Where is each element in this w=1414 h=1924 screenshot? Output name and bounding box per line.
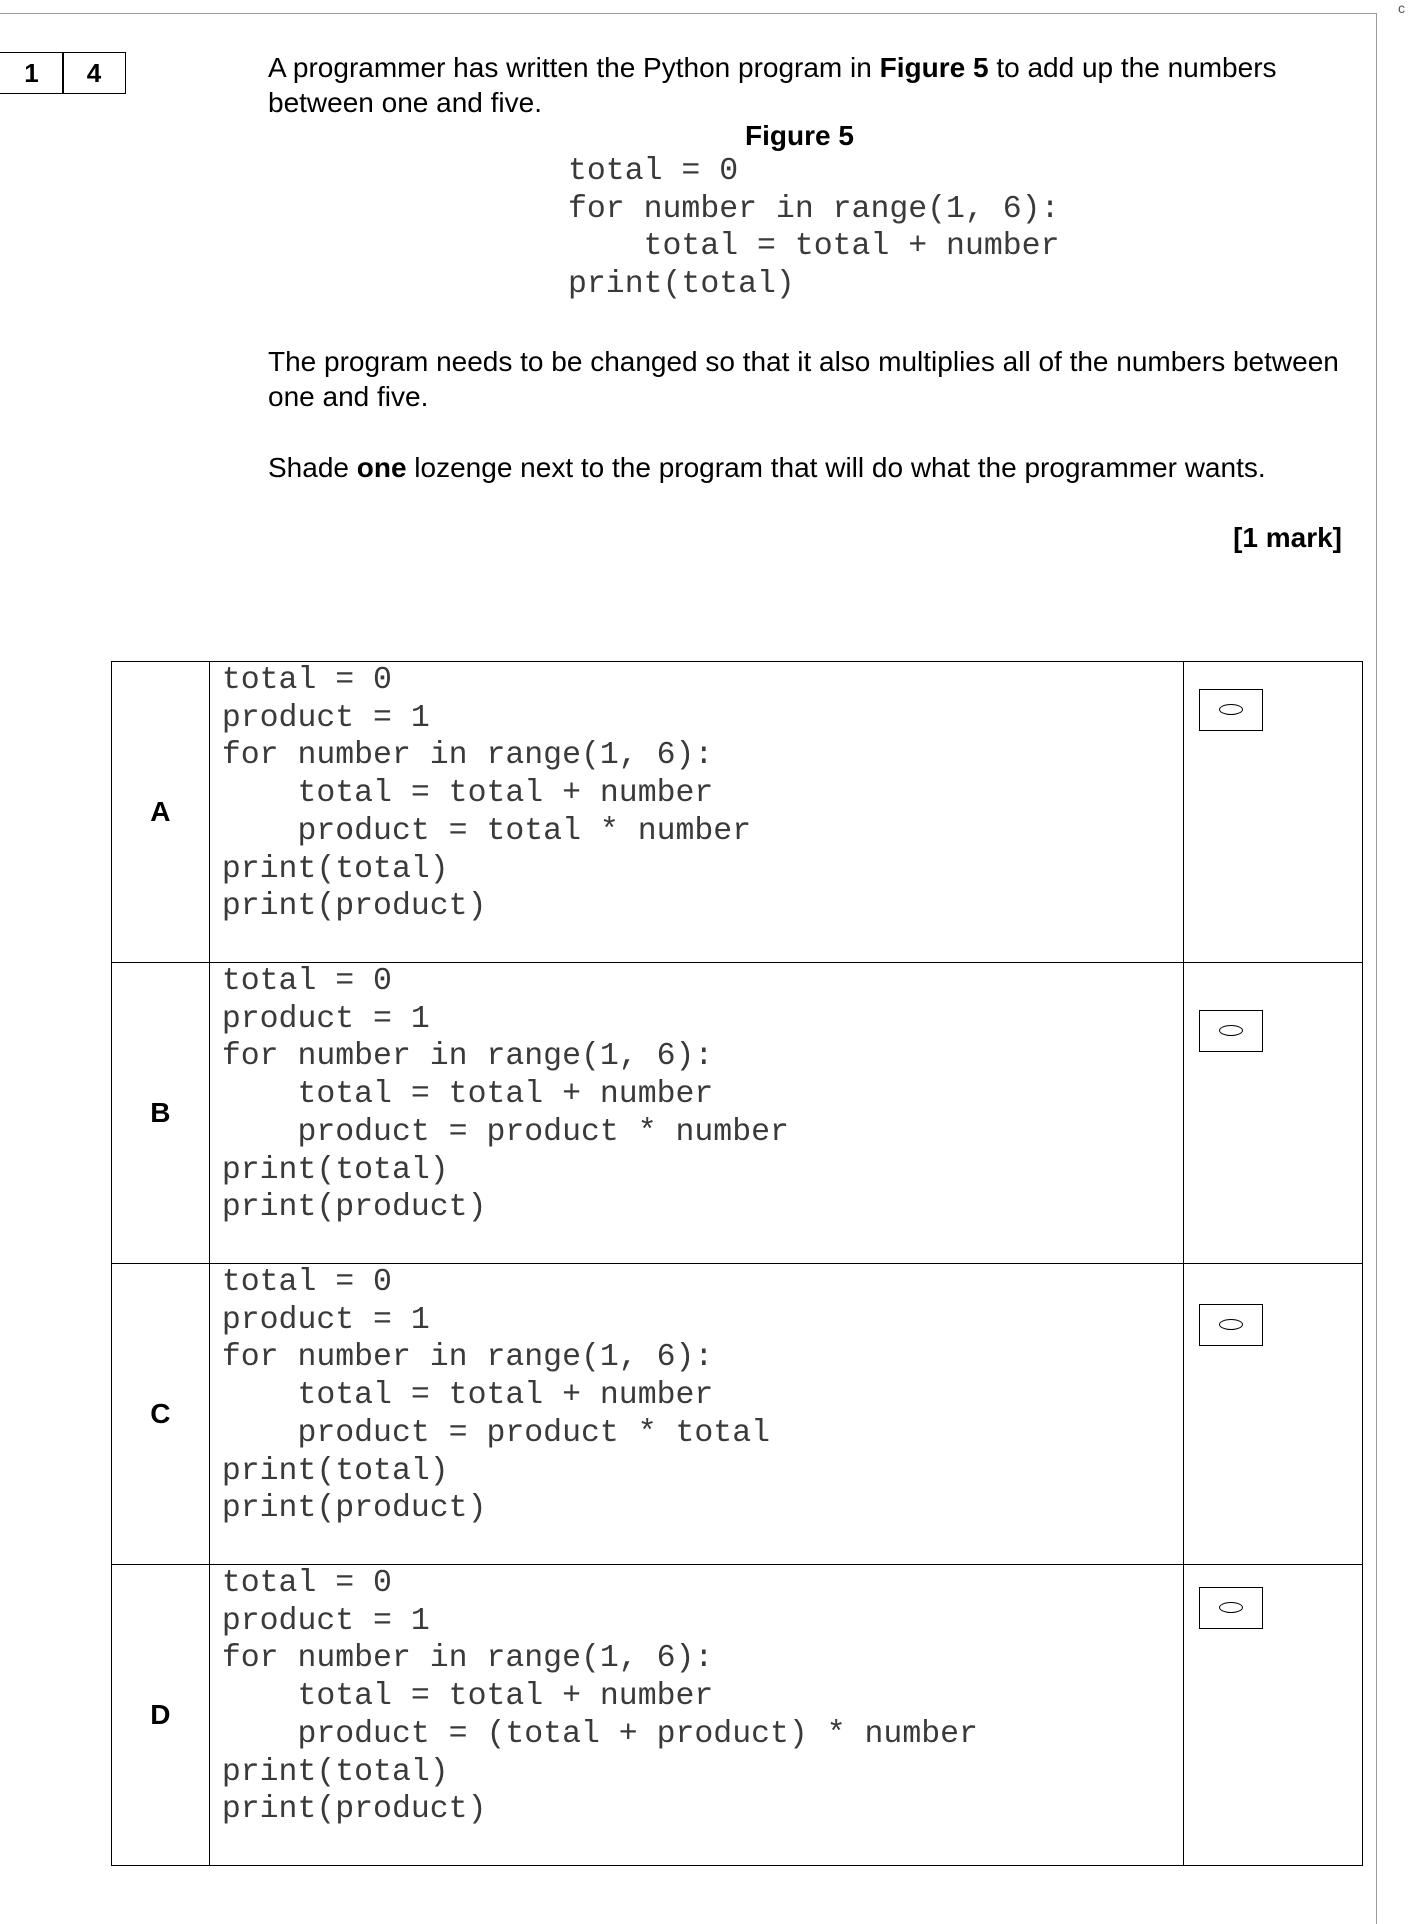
option-code-cell-d	[209, 1565, 1184, 1866]
option-letter-d: D	[112, 1565, 210, 1866]
instruction-text-1: Shade	[268, 452, 357, 483]
option-lozenge-c[interactable]	[1199, 1304, 1263, 1346]
marks-label: [1 mark]	[1233, 522, 1342, 553]
intro-text-1: A programmer has written the Python program in	[268, 52, 880, 83]
lozenge-icon	[1219, 704, 1243, 715]
instruction-bold: one	[356, 452, 407, 483]
options-table	[111, 661, 1363, 1866]
option-code-d: total = 0 product = 1 for number in range(1, 6): total = total + number product = (total + product) * number print(total) print(product)	[221, 1566, 978, 1828]
figure-title: Figure 5	[745, 120, 854, 151]
lozenge-icon	[1219, 1025, 1243, 1036]
option-row-c	[112, 1264, 1363, 1565]
option-row-d	[112, 1565, 1363, 1866]
option-lozenge-d[interactable]	[1199, 1587, 1263, 1629]
option-letter-c: C	[112, 1264, 210, 1565]
intro-bold: Figure 5	[879, 52, 989, 83]
option-code-b: total = 0 product = 1 for number in range(1, 6): total = total + number product = product * number print(total) print(product)	[221, 964, 789, 1226]
option-letter-b: B	[112, 963, 210, 1264]
option-code-cell-c	[209, 1264, 1184, 1565]
option-lozenge-a[interactable]	[1199, 689, 1263, 731]
corner-mark: c	[1398, 0, 1405, 16]
lozenge-icon	[1219, 1319, 1243, 1330]
option-code-cell-b	[209, 963, 1184, 1264]
option-lozenge-cell-a	[1184, 662, 1363, 963]
lozenge-icon	[1219, 1602, 1243, 1613]
option-lozenge-cell-c	[1184, 1264, 1363, 1565]
option-lozenge-cell-b	[1184, 963, 1363, 1264]
question-number-digit-2: 4	[62, 52, 126, 94]
option-code-c: total = 0 product = 1 for number in range(1, 6): total = total + number product = product * total print(total) print(product)	[221, 1265, 771, 1527]
intro-text-2: to add up the numbers between one and five.	[268, 52, 1277, 118]
option-letter-a: A	[112, 662, 210, 963]
instruction-text-2: lozenge next to the program that will do what the programmer wants.	[406, 452, 1266, 483]
option-code-a: total = 0 product = 1 for number in range(1, 6): total = total + number product = total * number print(total) print(product)	[221, 663, 752, 925]
option-lozenge-b[interactable]	[1199, 1010, 1263, 1052]
page-border-right	[1376, 13, 1377, 1924]
change-text: The program needs to be changed so that it also multiplies all of the numbers between one and five.	[268, 346, 1339, 412]
question-number-digit-1: 1	[0, 52, 64, 94]
option-lozenge-cell-d	[1184, 1565, 1363, 1866]
option-row-a	[112, 662, 1363, 963]
instruction-text	[268, 450, 1348, 485]
question-intro	[268, 50, 1348, 120]
option-code-cell-a	[209, 662, 1184, 963]
page-border-top	[0, 13, 1376, 14]
figure-code: total = 0 for number in range(1, 6): total = total + number print(total)	[568, 154, 1060, 303]
option-row-b	[112, 963, 1363, 1264]
